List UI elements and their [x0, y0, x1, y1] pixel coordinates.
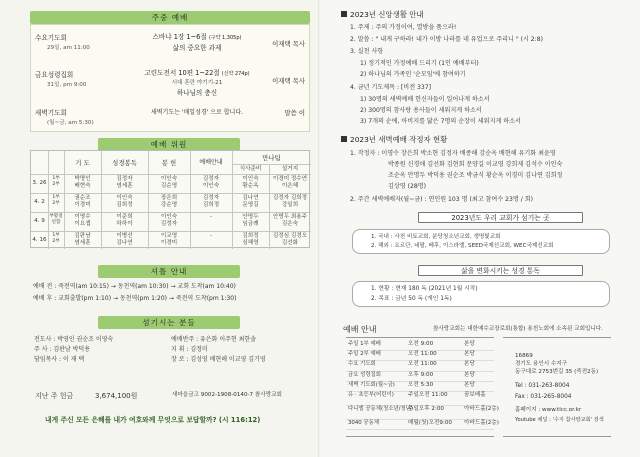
schedule-cell: 본당: [464, 361, 475, 368]
committee-cell-reading: 이준희 하하이: [116, 214, 133, 228]
committee-cell-offering: 이인숙 김정자: [160, 214, 178, 228]
schedule-cell: 본당: [464, 341, 475, 347]
committee-cell-svc: 부활절 연합: [49, 214, 63, 225]
schedule-cell: 오전 11:00: [408, 361, 437, 368]
weekday-worship-box: 수요기도회 29일, am 11:00 스바냐 1장 1~6절 (구약 1,305p) 삶의 중요한 과제 이재택 목사 금요성령집회 31일, pm 9:00 고린도전서 10편 1~22절 (신약 274p) 시대 혼란 야기기-21 하나님의 충신 이재택 목사 새벽기도회 (월~금, am 5:30) 새벽기도는 '매일성경' 으로 합니다. 말씀 이: [30, 24, 310, 132]
worship-title: 주중 예배: [151, 13, 189, 22]
committee-title: 예배 위원: [150, 140, 188, 149]
schedule-cell: 본당: [464, 371, 475, 378]
schedule-cell: 아바드홀(2층): [464, 420, 499, 426]
ministers-title: 섬기시는 분들: [142, 318, 196, 327]
committee-cell-prayer: 박명인 배현숙: [74, 176, 91, 190]
committee-cell-wash: 김정자 김희정 강일희: [272, 195, 308, 209]
committee-cell-offering: 이교영 이경미: [160, 233, 178, 247]
committee-cell-wash: 이경미 정수연 이은혜: [272, 176, 308, 190]
schedule-cell: 유 · 초등부(어린이): [348, 392, 394, 398]
worship-schedule: [346, 337, 499, 437]
offering-account: 새마을금고 9002-1908-0140-7 참사랑교회: [172, 392, 282, 398]
committee-table: [30, 150, 310, 248]
bullet-square-icon: [341, 11, 347, 17]
tel: Tel : 031-263-8004: [515, 383, 570, 389]
committee-cell-reading: 이인숙 김희정: [116, 195, 133, 209]
committee-cell-meal: 이인숙 황순옥: [242, 176, 259, 190]
partners-box: 1. 국내 : 사천 비토교회, 분당청소년교회, 생명빛교회 2. 해외 : 요르단, 네팔, 베후, 이스라엘, SEED국제선교회, WEC국제선교회: [352, 229, 610, 254]
committee-cell-meal: 김희정 심혜영: [242, 233, 259, 247]
schedule-cell: 주일오후 2:00: [408, 406, 444, 412]
header-meal: 식사준비: [239, 166, 262, 172]
bus-title: 셔틀 안내: [150, 267, 188, 276]
schedule-cell: 주일 2부 예배: [348, 351, 381, 358]
committee-cell-prayer: 권순조 이경미: [74, 195, 91, 209]
partners-title-box: 2023년도 우리 교회가 섬기는 곳: [418, 212, 583, 223]
committee-cell-date: 4. 2: [34, 199, 45, 205]
bullet-square-icon: [341, 136, 347, 142]
schedule-cell: 다니엘 공동체(청소년/청년): [348, 406, 414, 412]
header-manna: 만나팀: [262, 154, 281, 162]
committee-cell-prayer: 이영수 이요셉: [74, 214, 91, 228]
bus-line-before: 예배 전 : 죽전역(am 10:15) → 동천역(am 10:30) → 교회 도착(am 10:40): [33, 283, 236, 290]
guide-note: 참사랑교회는 대한예수교장로회(통합) 용천노회에 소속된 교회입니다.: [433, 326, 603, 332]
offering-amount: 3,674,100원: [95, 392, 138, 400]
schedule-cell: 오후 9:00: [408, 371, 434, 378]
dawn-title: 2023년 새벽예배 작정자 현황: [341, 135, 447, 144]
schedule-cell: 본당: [464, 351, 475, 358]
committee-cell-reading: 김정자 염세훈: [116, 176, 133, 190]
committee-cell-meal: 김나연 문영길: [242, 195, 259, 209]
committee-cell-reading: 이병선 김나연: [116, 233, 133, 247]
offering-label: 지난 주 헌금: [35, 392, 74, 400]
worship-title-bar: [30, 11, 310, 24]
reading-title-box: 삶을 변화시키는 성경 통독: [418, 265, 583, 276]
schedule-cell: 금요 성령집회: [348, 371, 381, 378]
schedule-divider: [346, 429, 494, 430]
bus-title-bar: [98, 265, 240, 278]
schedule-cell: 주일오전 11:00: [408, 392, 448, 398]
homepage-link[interactable]: 홈페이지 : www.tlcc.or.kr: [515, 407, 582, 413]
ministers-title-bar: [98, 316, 240, 329]
church-contact: 16869 경기도 용인시 수지구 동구대로 2753번길 35 (죽전2동) Tel : 031-263-8004 Fax : 031-265-8004 홈페이지 : www.tlcc.or.kr Youtube 채널 : '수지 참사랑교회' 검색: [503, 337, 611, 437]
schedule-cell: 새벽 기도회(월~금): [348, 381, 395, 388]
schedule-cell: 매월(첫)오전9:00: [408, 420, 452, 426]
header-reading: 성경봉독: [112, 159, 137, 167]
committee-cell-svc: 1부 2부: [52, 233, 60, 244]
header-wash: 설거지: [281, 166, 299, 172]
schedule-cell: 오전 5:30: [408, 381, 434, 388]
guide-title: 예배 안내: [343, 325, 377, 334]
youtube-link[interactable]: Youtube 채널 : '수지 참사랑교회' 검색: [515, 417, 604, 423]
schedule-cell: 3040 공동체: [348, 420, 380, 426]
committee-cell-offering: 이인숙 김순영: [160, 176, 178, 190]
schedule-cell: 오전 9:00: [408, 341, 434, 347]
committee-cell-guide: 김정자 김희정: [202, 195, 220, 209]
bible-verse: 내게 주신 모든 은혜를 내가 여호와께 무엇으로 보답할까? (시 116:12): [45, 416, 261, 424]
committee-cell-guide: -: [209, 214, 213, 220]
committee-cell-guide: 김정자 이인숙: [202, 176, 220, 190]
schedule-cell: 본당: [464, 381, 475, 388]
fax: Fax : 031-265-8004: [515, 394, 572, 400]
schedule-cell: 수요 기도회: [348, 361, 376, 368]
schedule-cell: 주일 1부 예배: [348, 341, 381, 347]
left-page: 주중 예배 수요기도회 29일, am 11:00 스바냐 1장 1~6절 (구약 1,305p) 삶의 중요한 과제 이재택 목사 금요성령집회 31일, pm 9:00 고린도전서 10편 1~22절 (신약 274p) 시대 혼란 야기기-21 하나님의 충신 이재택 목사 새벽기도회 (월~금, am 5:30) 새벽기도는 '매일성경' 으로 합니다. 말씀 이 예배 위원 기 도 성경봉독 봉 헌 예배안내 만나팀 식사준비 설거지 3. 26 1부 2부 박명인 배현숙 김정자 염세훈 이인숙 김순영 김정자 이인숙 이인숙 황순옥 이경미 정수연 이은혜 4. 2 1부 2부 권순조 이경미 이인숙 김희정 장은희 강순영 김정자 김희정 김나연 문영길 김정자 김희정 강일희 4. 9 부활절 연합 이영수 이요셉 이준희 하하이 이인숙 김정자 - 안명두 임금례 안명두 최용주 김은숙 4. 16 1부 2부 김판남 염세훈 이병선 김나연 이교영 이경미 - 김희정 심혜영 김정심 김경오 김선화 셔틀 안내 예배 전 : 죽전역(am 10:15) → 동천역(am 10:30) → 교회 도착(am 10:40) 예배 후 : 교회출발(pm 1:10) → 동천역(pm 1:20) → 죽전역 도착(pm 1:30) 섬기시는 분들 전도사 : 박영인 권순조 이영숙 예배반주 : 유은화 이주현 최한솔 주 사 : 김판남 박덕용 지 휘 : 김정미 담임목사 : 이 재 택 장 로 : 김성영 배현해 이교영 김기영 지난 주 헌금 3,674,100원 새마을금고 9002-1908-0140-7 참사랑교회 내게 주신 모든 은혜를 내가 여호와께 무엇으로 보답할까? (시 116:12): [0, 0, 320, 457]
committee-cell-wash: 안명두 최용주 김은숙: [272, 214, 308, 228]
schedule-cell: 오전 11:00: [408, 351, 437, 358]
header-guide: 예배안내: [199, 159, 223, 166]
schedule-cell: 꿈보배홀: [464, 392, 486, 398]
committee-cell-svc: 1부 2부: [52, 195, 60, 206]
committee-cell-date: 4. 9: [34, 218, 45, 224]
committee-cell-date: 3. 26: [32, 180, 47, 186]
header-offering: 봉 헌: [161, 159, 177, 167]
schedule-cell: 아바드홀(2층): [464, 406, 499, 412]
committee-cell-meal: 안명두 임금례: [242, 214, 259, 228]
committee-cell-offering: 장은희 강순영: [160, 195, 178, 209]
faith-title: 2023년 신앙생활 안내: [341, 10, 423, 19]
committee-cell-wash: 김정심 김경오 김선화: [272, 233, 308, 247]
bus-line-after: 예배 후 : 교회출발(pm 1:10) → 동천역(pm 1:20) → 죽전역 도착(pm 1:30): [33, 295, 237, 302]
header-prayer: 기 도: [75, 159, 90, 167]
committee-cell-prayer: 김판남 염세훈: [74, 233, 91, 247]
reading-box: 1. 현황 : 현재 180 독 (2021년 1월 시작) 2. 목표 : 금년 50 독 (개인 1독): [352, 281, 610, 307]
committee-cell-date: 4. 16: [32, 237, 47, 243]
committee-cell-guide: -: [209, 233, 213, 239]
committee-cell-svc: 1부 2부: [52, 176, 60, 187]
